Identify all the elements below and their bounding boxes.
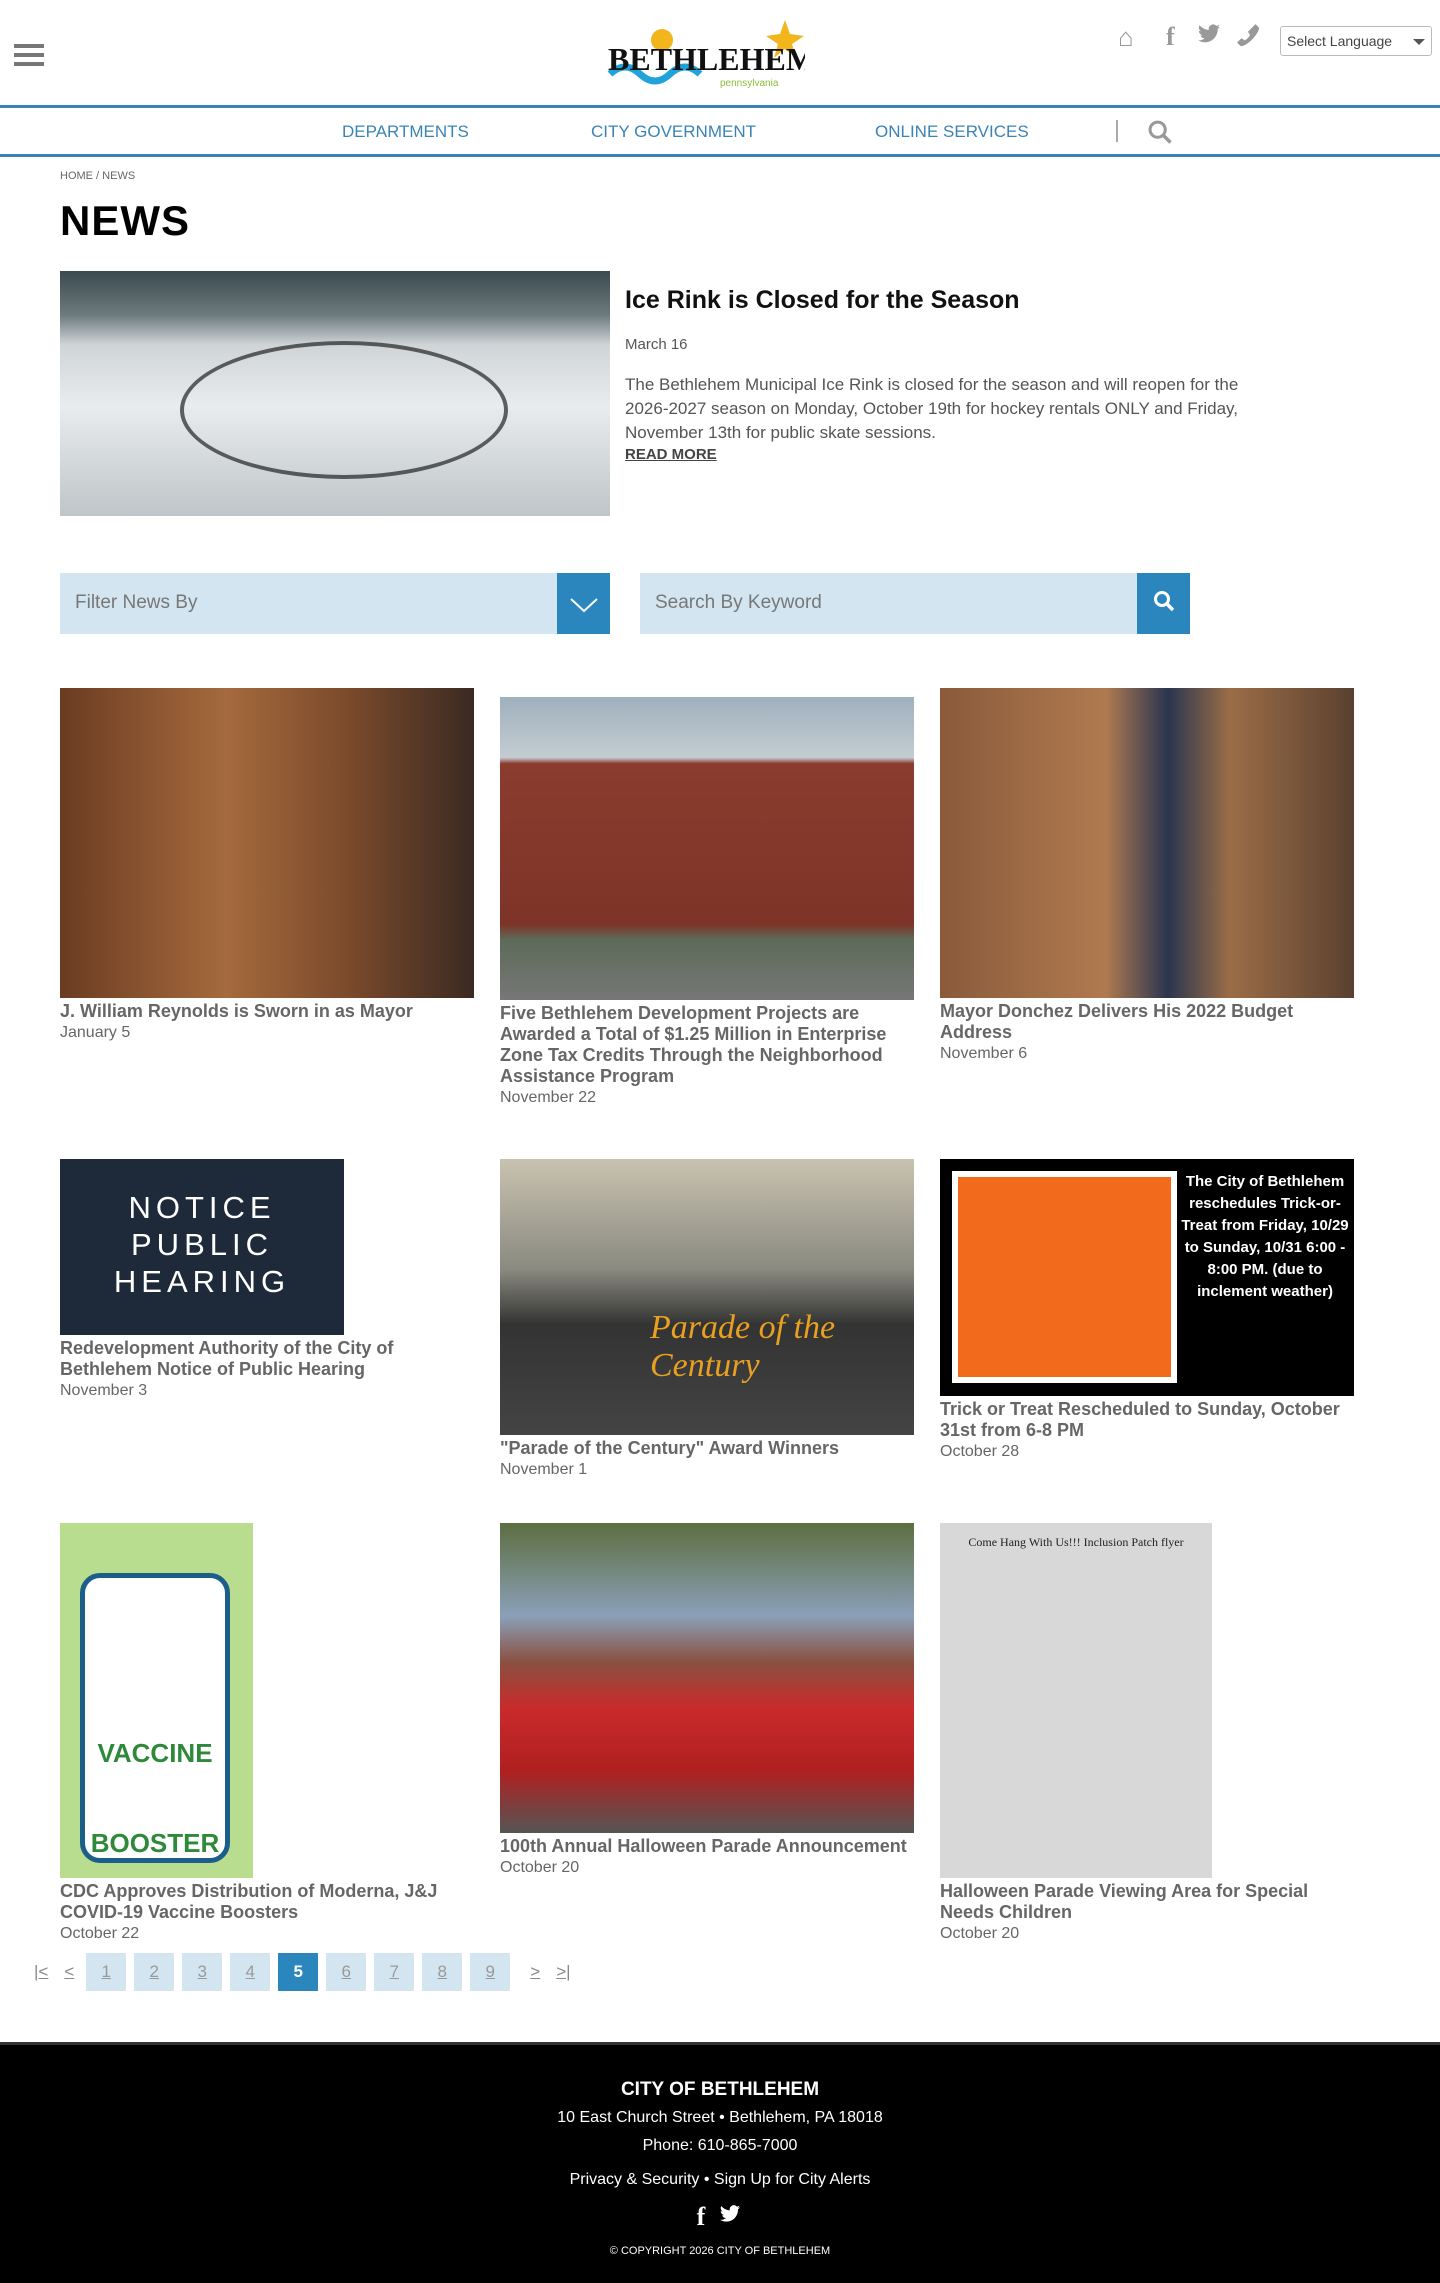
news-image[interactable]: [500, 1523, 914, 1833]
read-more-link[interactable]: READ MORE: [625, 446, 717, 463]
featured-date: March 16: [625, 336, 688, 353]
news-card[interactable]: [60, 688, 474, 1042]
nav-divider: [1116, 120, 1118, 142]
news-image[interactable]: [940, 1159, 1354, 1396]
news-card[interactable]: [500, 1159, 914, 1479]
city-alerts-link[interactable]: Sign Up for City Alerts: [713, 2171, 871, 2188]
first-page-link[interactable]: |<: [34, 1962, 49, 1981]
footer-phone: Phone: 610-865-7000: [642, 2137, 798, 2154]
page-9[interactable]: 9: [470, 1953, 510, 1991]
news-date: November 22: [500, 1089, 597, 1106]
news-card[interactable]: [60, 1159, 474, 1400]
page-2[interactable]: 2: [134, 1953, 174, 1991]
page-5-current[interactable]: 5: [278, 1953, 318, 1991]
last-page-link[interactable]: >|: [556, 1962, 571, 1981]
phone-icon[interactable]: [1236, 22, 1262, 55]
page-1[interactable]: 1: [86, 1953, 126, 1991]
news-image[interactable]: Come Hang With Us!!! Inclusion Patch flyer: [940, 1523, 1212, 1878]
news-card[interactable]: [940, 688, 1354, 1063]
main-nav: [0, 108, 1440, 157]
news-image[interactable]: [60, 688, 474, 998]
chevron-down-icon: [569, 588, 599, 620]
svg-text:pennsylvania: pennsylvania: [720, 78, 779, 89]
news-card[interactable]: [60, 1523, 474, 1943]
twitter-icon[interactable]: [1196, 22, 1222, 53]
hamburger-menu-icon[interactable]: [14, 44, 44, 66]
site-header: [0, 0, 1440, 108]
next-page-link[interactable]: >: [530, 1962, 541, 1981]
facebook-icon[interactable]: f: [1166, 22, 1175, 51]
search-icon[interactable]: [1146, 118, 1174, 151]
news-title[interactable]: CDC Approves Distribution of Moderna, J&J COVID-19 Vaccine Boosters: [60, 1881, 438, 1922]
filter-placeholder: Filter News By: [75, 592, 198, 613]
news-image[interactable]: [60, 1523, 253, 1878]
footer-links: Privacy & Security • Sign Up for City Alerts: [569, 2171, 871, 2188]
news-title[interactable]: Mayor Donchez Delivers His 2022 Budget Address: [940, 1001, 1294, 1042]
news-date: October 20: [940, 1925, 1020, 1942]
nav-departments[interactable]: DEPARTMENTS: [342, 122, 469, 141]
search-placeholder: Search By Keyword: [655, 592, 822, 613]
news-date: October 22: [60, 1925, 140, 1942]
news-card[interactable]: [500, 697, 914, 1107]
nav-city-government[interactable]: CITY GOVERNMENT: [591, 122, 756, 141]
news-image[interactable]: Parade of the Century: [500, 1159, 914, 1435]
twitter-icon[interactable]: [717, 2201, 743, 2231]
news-card[interactable]: [940, 1159, 1354, 1461]
news-image[interactable]: [500, 697, 914, 1000]
news-title[interactable]: Five Bethlehem Development Projects are Awarded a Total of $1.25 Million in Enterprise Zone Tax Credits Through the Neighborhood Assistance Program: [500, 1003, 887, 1086]
page-8[interactable]: 8: [422, 1953, 462, 1991]
svg-text:BETHLEHEM: BETHLEHEM: [608, 41, 805, 77]
pagination: [30, 1953, 575, 1991]
site-footer: [0, 2042, 1440, 2283]
news-image[interactable]: NOTICE PUBLIC HEARING: [60, 1159, 344, 1335]
news-date: November 3: [60, 1382, 148, 1399]
language-select-value: Select Language: [1287, 33, 1393, 49]
bethlehem-logo[interactable]: [600, 12, 805, 92]
page-3[interactable]: 3: [182, 1953, 222, 1991]
filter-dropdown-button[interactable]: [557, 573, 610, 634]
search-icon: [1152, 588, 1176, 620]
copyright: © COPYRIGHT 2026 CITY OF BETHLEHEM: [609, 2245, 831, 2257]
language-select[interactable]: [1280, 26, 1432, 56]
news-date: January 5: [60, 1024, 131, 1041]
news-title[interactable]: Redevelopment Authority of the City of Bethlehem Notice of Public Hearing: [60, 1338, 394, 1379]
trick-or-treat-graphic: [952, 1171, 1177, 1383]
breadcrumb[interactable]: HOME / NEWS: [60, 170, 136, 182]
search-button[interactable]: [1137, 573, 1190, 634]
footer-social: [0, 2201, 1440, 2232]
home-icon[interactable]: ⌂: [1118, 22, 1134, 52]
news-card[interactable]: [500, 1523, 914, 1877]
news-image[interactable]: [940, 688, 1354, 998]
news-date: October 20: [500, 1859, 580, 1876]
privacy-link[interactable]: Privacy & Security: [569, 2171, 700, 2188]
image-caption: VACCINE BOOSTER: [80, 1573, 230, 1863]
facebook-icon[interactable]: f: [696, 2202, 706, 2231]
page-title: NEWS: [60, 197, 190, 244]
news-date: November 6: [940, 1045, 1028, 1062]
news-title[interactable]: "Parade of the Century" Award Winners: [500, 1438, 839, 1458]
footer-address: 10 East Church Street • Bethlehem, PA 18018: [557, 2109, 883, 2126]
news-title[interactable]: 100th Annual Halloween Parade Announcement: [500, 1836, 907, 1856]
filter-news-select[interactable]: [60, 573, 557, 634]
prev-page-link[interactable]: <: [64, 1962, 75, 1981]
featured-title[interactable]: Ice Rink is Closed for the Season: [625, 286, 1020, 314]
news-card[interactable]: [940, 1523, 1354, 1943]
footer-name: CITY OF BETHLEHEM: [620, 2079, 820, 2100]
news-title[interactable]: Halloween Parade Viewing Area for Special Needs Children: [940, 1881, 1309, 1922]
news-date: October 28: [940, 1443, 1020, 1460]
page-7[interactable]: 7: [374, 1953, 414, 1991]
news-title[interactable]: Trick or Treat Rescheduled to Sunday, October 31st from 6-8 PM: [940, 1399, 1340, 1440]
featured-image[interactable]: [60, 271, 610, 516]
news-title[interactable]: J. William Reynolds is Sworn in as Mayor: [60, 1001, 413, 1021]
featured-description: The Bethlehem Municipal Ice Rink is closed for the season and will reopen for the 2026-2027 season on Monday, October 19th for hockey rentals ONLY and Friday, November 13th for public skate sessions.: [625, 375, 1239, 442]
nav-online-services[interactable]: ONLINE SERVICES: [875, 122, 1029, 141]
page-4[interactable]: 4: [230, 1953, 270, 1991]
image-caption: The City of Bethlehem reschedules Trick-or-Treat from Friday, 10/29 to Sunday, 10/31 6:00 - 8:00 PM. (due to inclement weather): [1181, 1173, 1349, 1300]
news-date: November 1: [500, 1461, 588, 1478]
search-keyword-input[interactable]: [640, 573, 1137, 634]
page-6[interactable]: 6: [326, 1953, 366, 1991]
